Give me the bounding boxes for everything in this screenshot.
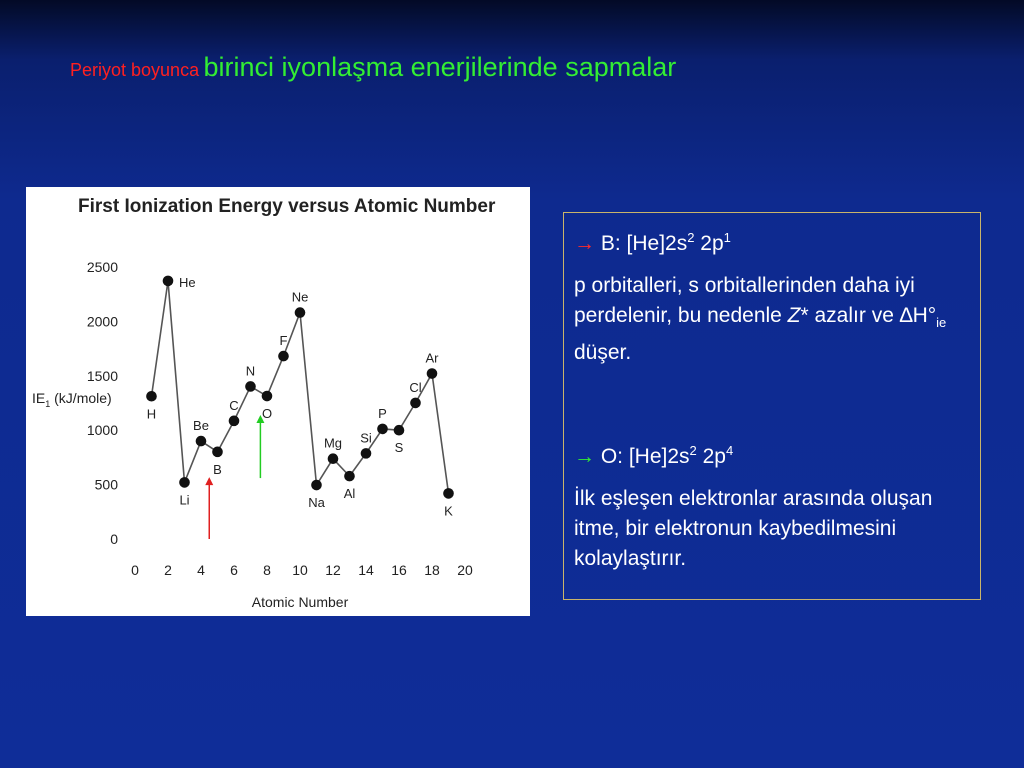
point-label-c: C	[229, 397, 239, 413]
boron-explanation	[574, 271, 970, 368]
y-axis-label-unit: (kJ/mole)	[50, 390, 112, 406]
oxygen-config-text: O: [He]2s	[600, 445, 690, 469]
data-point-s	[394, 425, 405, 436]
point-label-k: K	[444, 503, 453, 519]
boron-red-arrow-head	[205, 477, 213, 485]
chart-svg	[26, 187, 530, 616]
point-label-si: Si	[360, 430, 372, 446]
boron-text-sub: ie	[936, 315, 947, 331]
x-tick-label: 14	[358, 562, 374, 578]
slide-title-prefix: Periyot boyunca	[70, 60, 200, 80]
point-label-f: F	[279, 333, 288, 349]
oxygen-config-mid: 2p	[696, 445, 726, 469]
slide-title	[70, 52, 676, 83]
y-axis-label-sub: 1	[45, 399, 51, 409]
data-point-al	[344, 471, 355, 482]
green-arrow-icon: →	[574, 445, 595, 469]
boron-config-text: B: [He]2s	[600, 232, 688, 255]
data-point-cl	[410, 398, 421, 409]
boron-config-sup1: 2	[687, 230, 695, 245]
x-tick-label: 8	[263, 562, 271, 578]
y-tick-label: 0	[110, 531, 118, 547]
x-axis-label: Atomic Number	[251, 594, 349, 610]
point-label-cl: Cl	[409, 379, 422, 395]
boron-text-3: düşer.	[574, 341, 632, 365]
x-tick-label: 2	[164, 562, 172, 578]
point-label-n: N	[245, 363, 256, 379]
boron-text-1: p orbitalleri, s orbitallerinden daha iyi perdelenir, bu nedenle	[574, 274, 915, 327]
oxygen-config-sup2: 4	[725, 443, 734, 459]
point-label-h: H	[146, 406, 157, 422]
y-tick-label: 1500	[86, 367, 118, 384]
y-tick-label: 2000	[86, 313, 118, 330]
red-arrow-icon: →	[574, 232, 595, 255]
delta-icon: ∆	[899, 304, 913, 327]
point-label-p: P	[378, 405, 387, 421]
y-axis-label-main: IE	[32, 390, 46, 406]
point-label-o: O	[261, 406, 273, 422]
point-label-ar: Ar	[425, 350, 439, 366]
data-point-n	[245, 381, 256, 392]
ionization-energy-chart	[26, 187, 530, 616]
y-tick-label: 1000	[86, 422, 118, 439]
data-point-be	[196, 436, 207, 447]
data-point-si	[361, 448, 372, 459]
x-tick-label: 18	[424, 562, 440, 578]
boron-config-sup2: 1	[723, 230, 731, 245]
boron-text-2: * azalır ve	[800, 304, 900, 327]
x-tick-label: 0	[131, 562, 139, 578]
point-label-al: Al	[343, 486, 356, 502]
data-point-h	[146, 391, 157, 402]
data-point-f	[278, 351, 289, 362]
point-label-be: Be	[193, 418, 209, 434]
point-label-he: He	[179, 274, 196, 290]
point-label-na: Na	[308, 495, 325, 511]
boron-text-z: Z	[787, 304, 801, 327]
point-label-b: B	[213, 461, 222, 477]
oxygen-config-sup1: 2	[689, 443, 697, 459]
point-label-li: Li	[179, 492, 190, 508]
data-point-he	[163, 276, 174, 287]
x-tick-label: 12	[325, 562, 341, 578]
data-point-ne	[295, 307, 306, 318]
data-point-k	[443, 488, 454, 499]
oxygen-explanation: İlk eşleşen elektronlar arasında oluşan itme, bir elektronun kaybedilmesini kolaylaştırır.	[574, 487, 933, 571]
point-label-s: S	[394, 440, 404, 456]
x-tick-label: 4	[197, 562, 205, 578]
oxygen-config-line	[574, 436, 970, 472]
point-label-mg: Mg	[323, 435, 343, 451]
x-tick-label: 10	[292, 562, 308, 578]
data-point-na	[311, 480, 322, 491]
data-point-li	[179, 477, 190, 488]
data-point-p	[377, 424, 388, 435]
y-axis-label	[32, 390, 112, 409]
y-tick-label: 500	[94, 476, 118, 493]
explanation-box	[563, 212, 981, 600]
boron-config-line	[574, 223, 970, 259]
data-point-b	[212, 447, 223, 458]
boron-text-h: H°	[912, 304, 937, 327]
chart-title: First Ionization Energy versus Atomic Number	[78, 196, 496, 217]
point-label-ne: Ne	[291, 289, 309, 305]
boron-config-mid: 2p	[694, 232, 724, 255]
spacer	[574, 368, 970, 436]
x-tick-label: 16	[391, 562, 407, 578]
slide-title-main: birinci iyonlaşma enerjilerinde sapmalar	[203, 52, 677, 82]
data-point-mg	[328, 453, 339, 464]
data-point-ar	[427, 368, 438, 379]
x-tick-label: 6	[230, 562, 238, 578]
x-tick-label: 20	[457, 562, 473, 578]
data-point-o	[262, 391, 273, 402]
data-point-c	[229, 416, 240, 427]
y-tick-label: 2500	[86, 259, 118, 275]
